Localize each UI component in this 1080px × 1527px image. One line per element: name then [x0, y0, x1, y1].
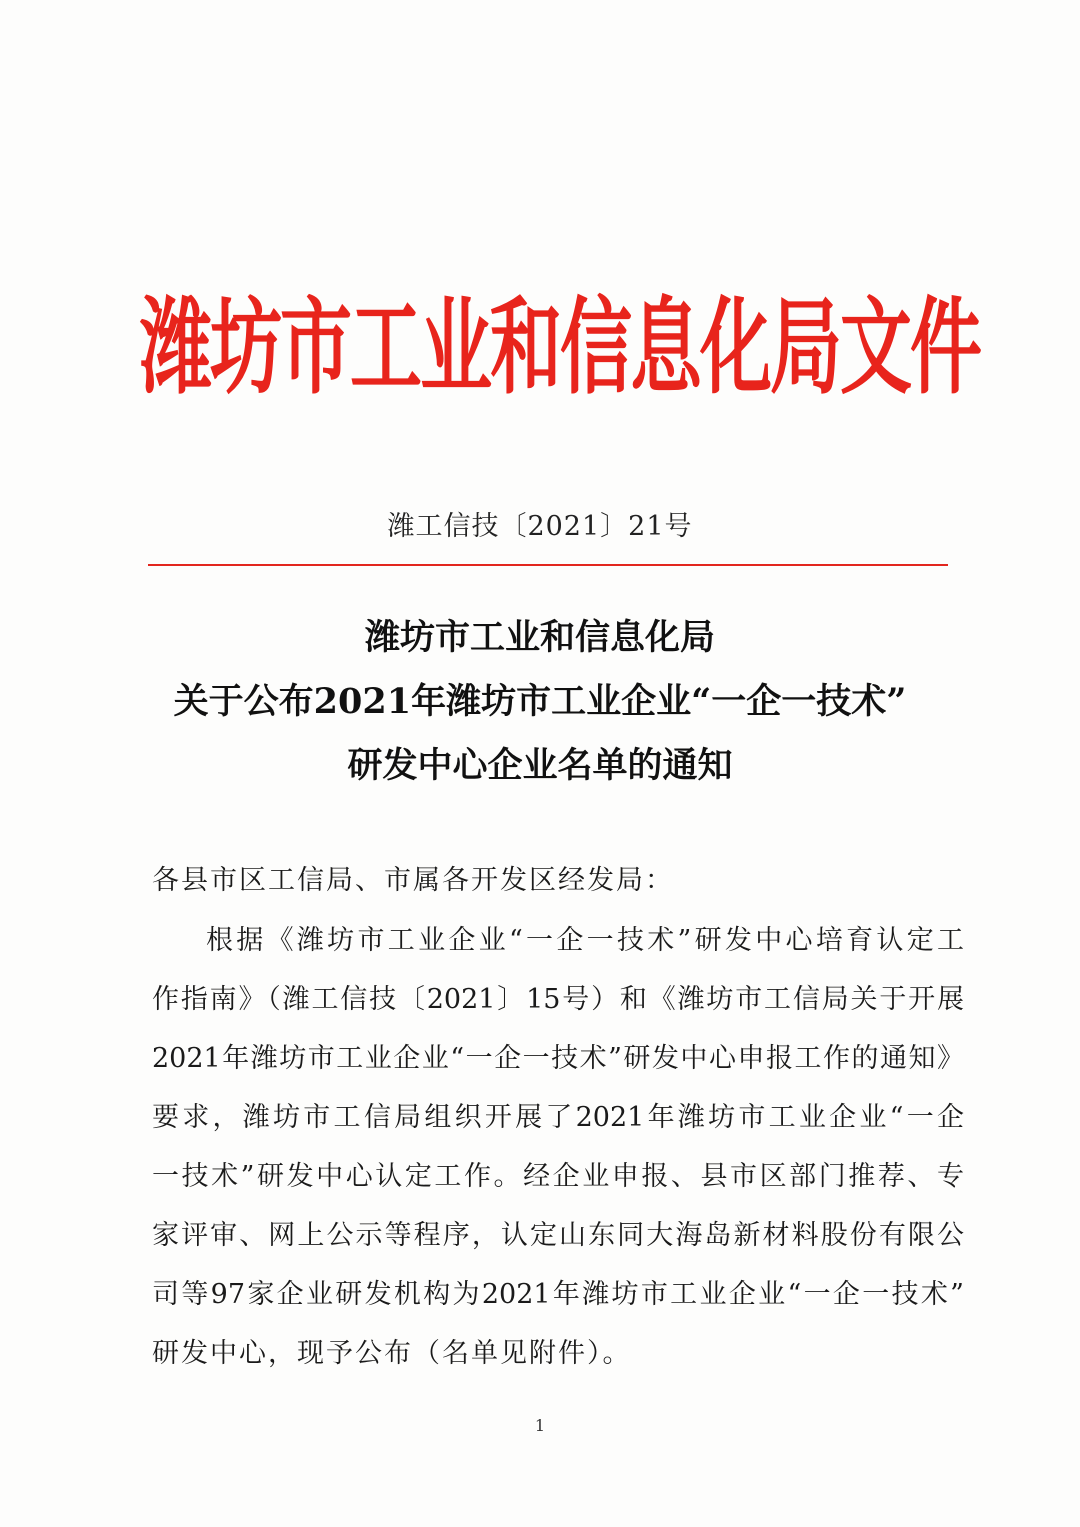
body-line-6: 家评审、网上公示等程序，认定山东同大海岛新材料股份有限公 [152, 1220, 964, 1251]
body-line-2: 作指南》（潍工信技〔2021〕15号）和《潍坊市工信局关于开展 [152, 984, 964, 1015]
body-line-1: 根据《潍坊市工业企业“一企一技术”研发中心培育认定工 [206, 925, 964, 956]
body-line-4: 要求，潍坊市工信局组织开展了2021年潍坊市工业企业“一企 [152, 1102, 964, 1133]
notice-title-line-2: 关于公布2021年潍坊市工业企业“一企一技术” [173, 681, 907, 722]
notice-title-line-3: 研发中心企业名单的通知 [347, 745, 733, 786]
salutation: 各县市区工信局、市属各开发区经发局： [152, 865, 674, 896]
body-line-5: 一技术”研发中心认定工作。经企业申报、县市区部门推荐、专 [152, 1161, 964, 1192]
notice-title-line-1: 潍坊市工业和信息化局 [364, 617, 715, 658]
page-number: 1 [534, 1416, 546, 1435]
document-number: 潍工信技〔2021〕21号 [387, 511, 693, 542]
red-divider-line [148, 564, 948, 566]
body-line-3: 2021年潍坊市工业企业“一企一技术”研发中心申报工作的通知》 [152, 1043, 964, 1074]
red-header-title: 潍坊市工业和信息化局文件 [140, 286, 981, 408]
body-line-7: 司等97家企业研发机构为2021年潍坊市工业企业“一企一技术” [152, 1279, 964, 1310]
body-line-8: 研发中心，现予公布（名单见附件）。 [152, 1338, 632, 1369]
notice-title [120, 606, 960, 798]
